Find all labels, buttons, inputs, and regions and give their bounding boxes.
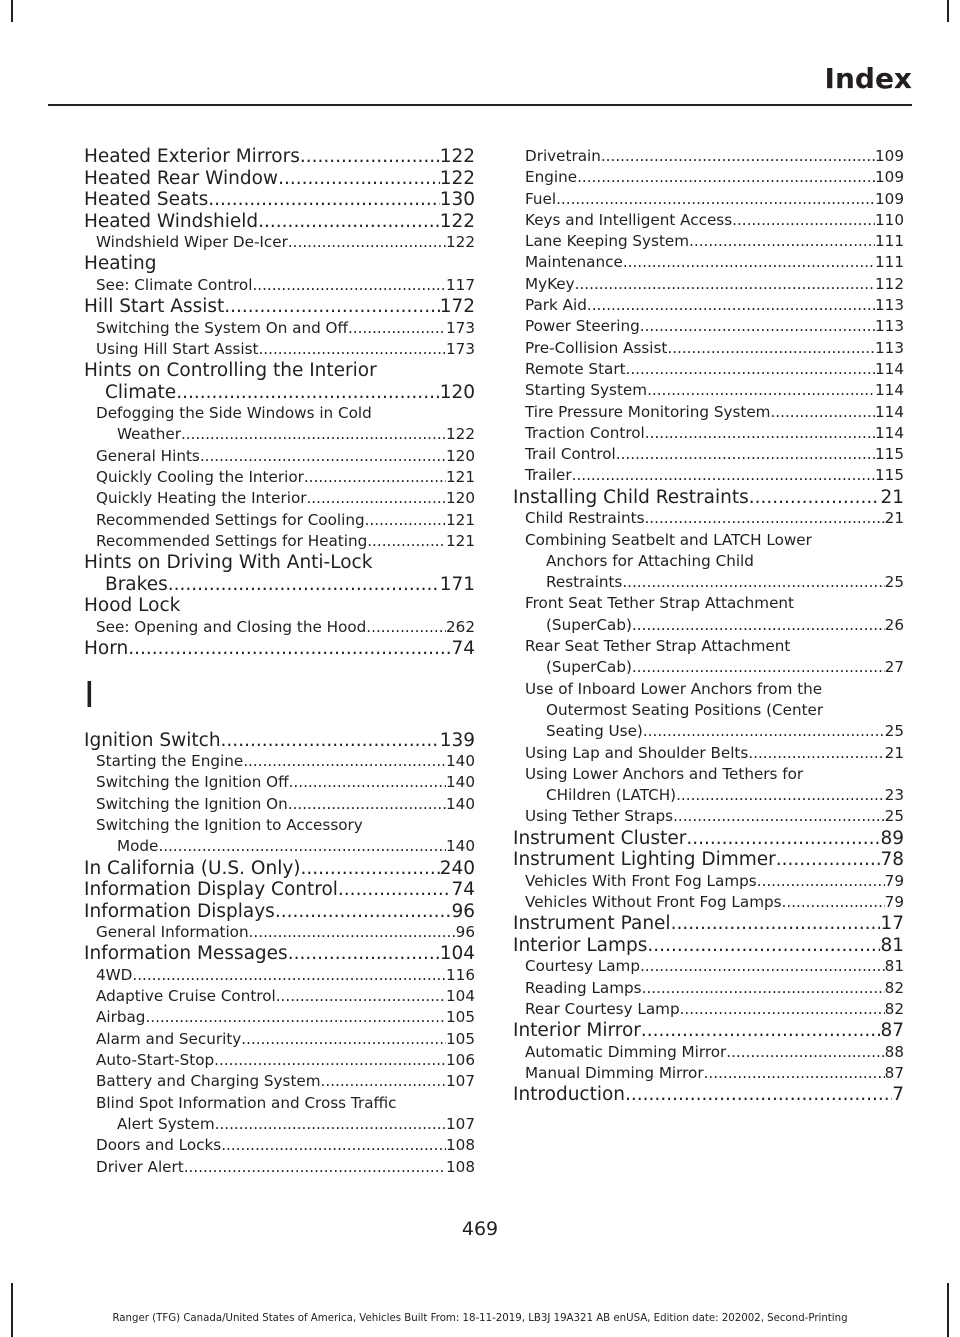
index-entry[interactable]: Interior Lamps ..... 81 bbox=[513, 935, 904, 957]
index-subentry[interactable]: (SuperCab) ..... 27 bbox=[513, 657, 904, 678]
index-subentry[interactable]: Adaptive Cruise Control ..... 104 bbox=[84, 986, 475, 1007]
index-entry[interactable]: Instrument Lighting Dimmer ..... 78 bbox=[513, 849, 904, 871]
index-subentry-line: Rear Seat Tether Strap Attachment bbox=[525, 637, 791, 656]
index-subentry-line: Switching the Ignition to Accessory bbox=[96, 815, 363, 834]
index-entry[interactable]: Heated Windshield ..... 122 bbox=[84, 211, 475, 233]
index-entry[interactable]: Climate ..... 120 bbox=[84, 382, 475, 404]
index-subentry[interactable]: Drivetrain ..... 109 bbox=[513, 146, 904, 167]
index-entry[interactable]: Instrument Panel ..... 17 bbox=[513, 913, 904, 935]
index-subentry[interactable]: Using Lap and Shoulder Belts ..... 21 bbox=[513, 743, 904, 764]
index-subentry[interactable]: Driver Alert ..... 108 bbox=[84, 1157, 475, 1178]
index-subentry[interactable]: Maintenance ..... 111 bbox=[513, 252, 904, 273]
index-subentry-line: Anchors for Attaching Child bbox=[546, 551, 754, 570]
right-column bbox=[513, 146, 904, 1106]
index-subentry[interactable]: Using Tether Straps ..... 25 bbox=[513, 806, 904, 827]
index-subentry-line: Using Lower Anchors and Tethers for bbox=[525, 764, 804, 783]
index-subentry[interactable]: Battery and Charging System ..... 107 bbox=[84, 1071, 475, 1092]
index-subentry[interactable]: Remote Start ..... 114 bbox=[513, 359, 904, 380]
index-subentry[interactable]: Alarm and Security ..... 105 bbox=[84, 1029, 475, 1050]
crop-mark-bottom-left bbox=[11, 1283, 13, 1337]
crop-mark-top-right bbox=[947, 0, 949, 22]
left-column bbox=[84, 146, 475, 1178]
index-entry[interactable]: Installing Child Restraints ..... 21 bbox=[513, 487, 904, 509]
index-see-reference[interactable]: See: Opening and Closing the Hood ..... 262 bbox=[84, 617, 475, 638]
index-entry-line: Hints on Controlling the Interior bbox=[84, 360, 377, 382]
index-subentry[interactable]: Alert System ..... 107 bbox=[84, 1114, 475, 1135]
index-subentry[interactable]: Pre-Collision Assist ..... 113 bbox=[513, 338, 904, 359]
page-title: Index bbox=[824, 62, 912, 95]
index-subentry[interactable]: Traction Control ..... 114 bbox=[513, 423, 904, 444]
index-subentry-line: Front Seat Tether Strap Attachment bbox=[525, 594, 794, 613]
index-entry[interactable]: Heated Seats ..... 130 bbox=[84, 189, 475, 211]
index-subentry[interactable]: Trail Control ..... 115 bbox=[513, 444, 904, 465]
index-subentry[interactable]: Courtesy Lamp ..... 81 bbox=[513, 956, 904, 977]
index-subentry[interactable]: Vehicles Without Front Fog Lamps ..... 79 bbox=[513, 892, 904, 913]
index-subentry[interactable]: Airbag ..... 105 bbox=[84, 1007, 475, 1028]
index-subentry[interactable]: General Hints ..... 120 bbox=[84, 446, 475, 467]
index-subentry[interactable]: Auto-Start-Stop ..... 106 bbox=[84, 1050, 475, 1071]
index-subentry-line: Outermost Seating Positions (Center bbox=[546, 700, 824, 719]
index-subentry-line: Blind Spot Information and Cross Traffic bbox=[96, 1093, 397, 1112]
index-subentry[interactable]: Tire Pressure Monitoring System ..... 114 bbox=[513, 402, 904, 423]
index-subentry[interactable]: Using Hill Start Assist ..... 173 bbox=[84, 339, 475, 360]
index-entry[interactable]: In California (U.S. Only) ..... 240 bbox=[84, 858, 475, 880]
index-entry[interactable]: Information Display Control ..... 74 bbox=[84, 879, 475, 901]
index-subentry[interactable]: (SuperCab) ..... 26 bbox=[513, 615, 904, 636]
index-subentry-line: Combining Seatbelt and LATCH Lower bbox=[525, 530, 812, 549]
page-number: 469 bbox=[461, 1218, 499, 1240]
index-subentry[interactable]: Switching the Ignition On ..... 140 bbox=[84, 794, 475, 815]
index-subentry[interactable]: Switching the Ignition Off ..... 140 bbox=[84, 772, 475, 793]
index-subentry[interactable]: Restraints ..... 25 bbox=[513, 572, 904, 593]
index-subentry[interactable]: 4WD ..... 116 bbox=[84, 965, 475, 986]
index-subentry-line: Use of Inboard Lower Anchors from the bbox=[525, 679, 823, 698]
index-subentry[interactable]: Child Restraints ..... 21 bbox=[513, 508, 904, 529]
index-subentry[interactable]: Automatic Dimming Mirror ..... 88 bbox=[513, 1042, 904, 1063]
index-subentry[interactable]: Power Steering ..... 113 bbox=[513, 316, 904, 337]
index-entry[interactable]: Heated Rear Window ..... 122 bbox=[84, 168, 475, 190]
crop-mark-top-left bbox=[11, 0, 13, 22]
index-entry[interactable]: Information Displays ..... 96 bbox=[84, 901, 475, 923]
index-subentry[interactable]: Fuel ..... 109 bbox=[513, 189, 904, 210]
index-entry[interactable]: Information Messages ..... 104 bbox=[84, 943, 475, 965]
section-letter: I bbox=[84, 674, 95, 716]
index-entry-line: Hints on Driving With Anti-Lock bbox=[84, 552, 373, 574]
index-subentry[interactable]: Manual Dimming Mirror ..... 87 bbox=[513, 1063, 904, 1084]
index-heading: Heating bbox=[84, 253, 157, 275]
index-subentry[interactable]: Reading Lamps ..... 82 bbox=[513, 978, 904, 999]
index-subentry[interactable]: Windshield Wiper De-Icer ..... 122 bbox=[84, 232, 475, 253]
index-subentry[interactable]: Mode ..... 140 bbox=[84, 836, 475, 857]
index-entry[interactable]: Ignition Switch ..... 139 bbox=[84, 730, 475, 752]
index-subentry[interactable]: Doors and Locks ..... 108 bbox=[84, 1135, 475, 1156]
index-subentry[interactable]: Vehicles With Front Fog Lamps ..... 79 bbox=[513, 871, 904, 892]
footer-text: Ranger (TFG) Canada/United States of America, Vehicles Built From: 18-11-2019, LB3J 19A321 AB enUSA, Edition date: 202002, Second-Printing bbox=[112, 1313, 848, 1324]
index-entry[interactable]: Interior Mirror ..... 87 bbox=[513, 1020, 904, 1042]
index-subentry[interactable]: MyKey ..... 112 bbox=[513, 274, 904, 295]
index-subentry[interactable]: Recommended Settings for Cooling ..... 121 bbox=[84, 510, 475, 531]
title-rule bbox=[48, 104, 912, 106]
index-subentry[interactable]: Weather ..... 122 bbox=[84, 424, 475, 445]
index-subentry-line: Defogging the Side Windows in Cold bbox=[96, 404, 372, 423]
index-subentry[interactable]: CHildren (LATCH) ..... 23 bbox=[513, 785, 904, 806]
index-subentry[interactable]: Engine ..... 109 bbox=[513, 167, 904, 188]
crop-mark-bottom-right bbox=[947, 1283, 949, 1337]
index-entry[interactable]: Horn ..... 74 bbox=[84, 638, 475, 660]
index-entry[interactable]: Hill Start Assist ..... 172 bbox=[84, 296, 475, 318]
index-entry[interactable]: Brakes ..... 171 bbox=[84, 574, 475, 596]
index-subentry[interactable]: Switching the System On and Off ..... 173 bbox=[84, 318, 475, 339]
index-subentry[interactable]: Quickly Heating the Interior ..... 120 bbox=[84, 488, 475, 509]
index-entry[interactable]: Introduction ..... 7 bbox=[513, 1084, 904, 1106]
index-subentry[interactable]: Keys and Intelligent Access ..... 110 bbox=[513, 210, 904, 231]
index-subentry[interactable]: Rear Courtesy Lamp ..... 82 bbox=[513, 999, 904, 1020]
index-subentry[interactable]: Quickly Cooling the Interior ..... 121 bbox=[84, 467, 475, 488]
index-heading: Hood Lock bbox=[84, 595, 181, 617]
index-subentry[interactable]: Park Aid ..... 113 bbox=[513, 295, 904, 316]
index-subentry[interactable]: Recommended Settings for Heating ..... 121 bbox=[84, 531, 475, 552]
index-entry[interactable]: Heated Exterior Mirrors ..... 122 bbox=[84, 146, 475, 168]
index-entry[interactable]: Instrument Cluster ..... 89 bbox=[513, 828, 904, 850]
index-see-reference[interactable]: See: Climate Control ..... 117 bbox=[84, 275, 475, 296]
index-subentry[interactable]: Starting the Engine ..... 140 bbox=[84, 751, 475, 772]
index-subentry[interactable]: Seating Use) ..... 25 bbox=[513, 721, 904, 742]
index-subentry[interactable]: General Information ..... 96 bbox=[84, 922, 475, 943]
index-subentry[interactable]: Trailer ..... 115 bbox=[513, 465, 904, 486]
index-subentry[interactable]: Lane Keeping System ..... 111 bbox=[513, 231, 904, 252]
index-subentry[interactable]: Starting System ..... 114 bbox=[513, 380, 904, 401]
